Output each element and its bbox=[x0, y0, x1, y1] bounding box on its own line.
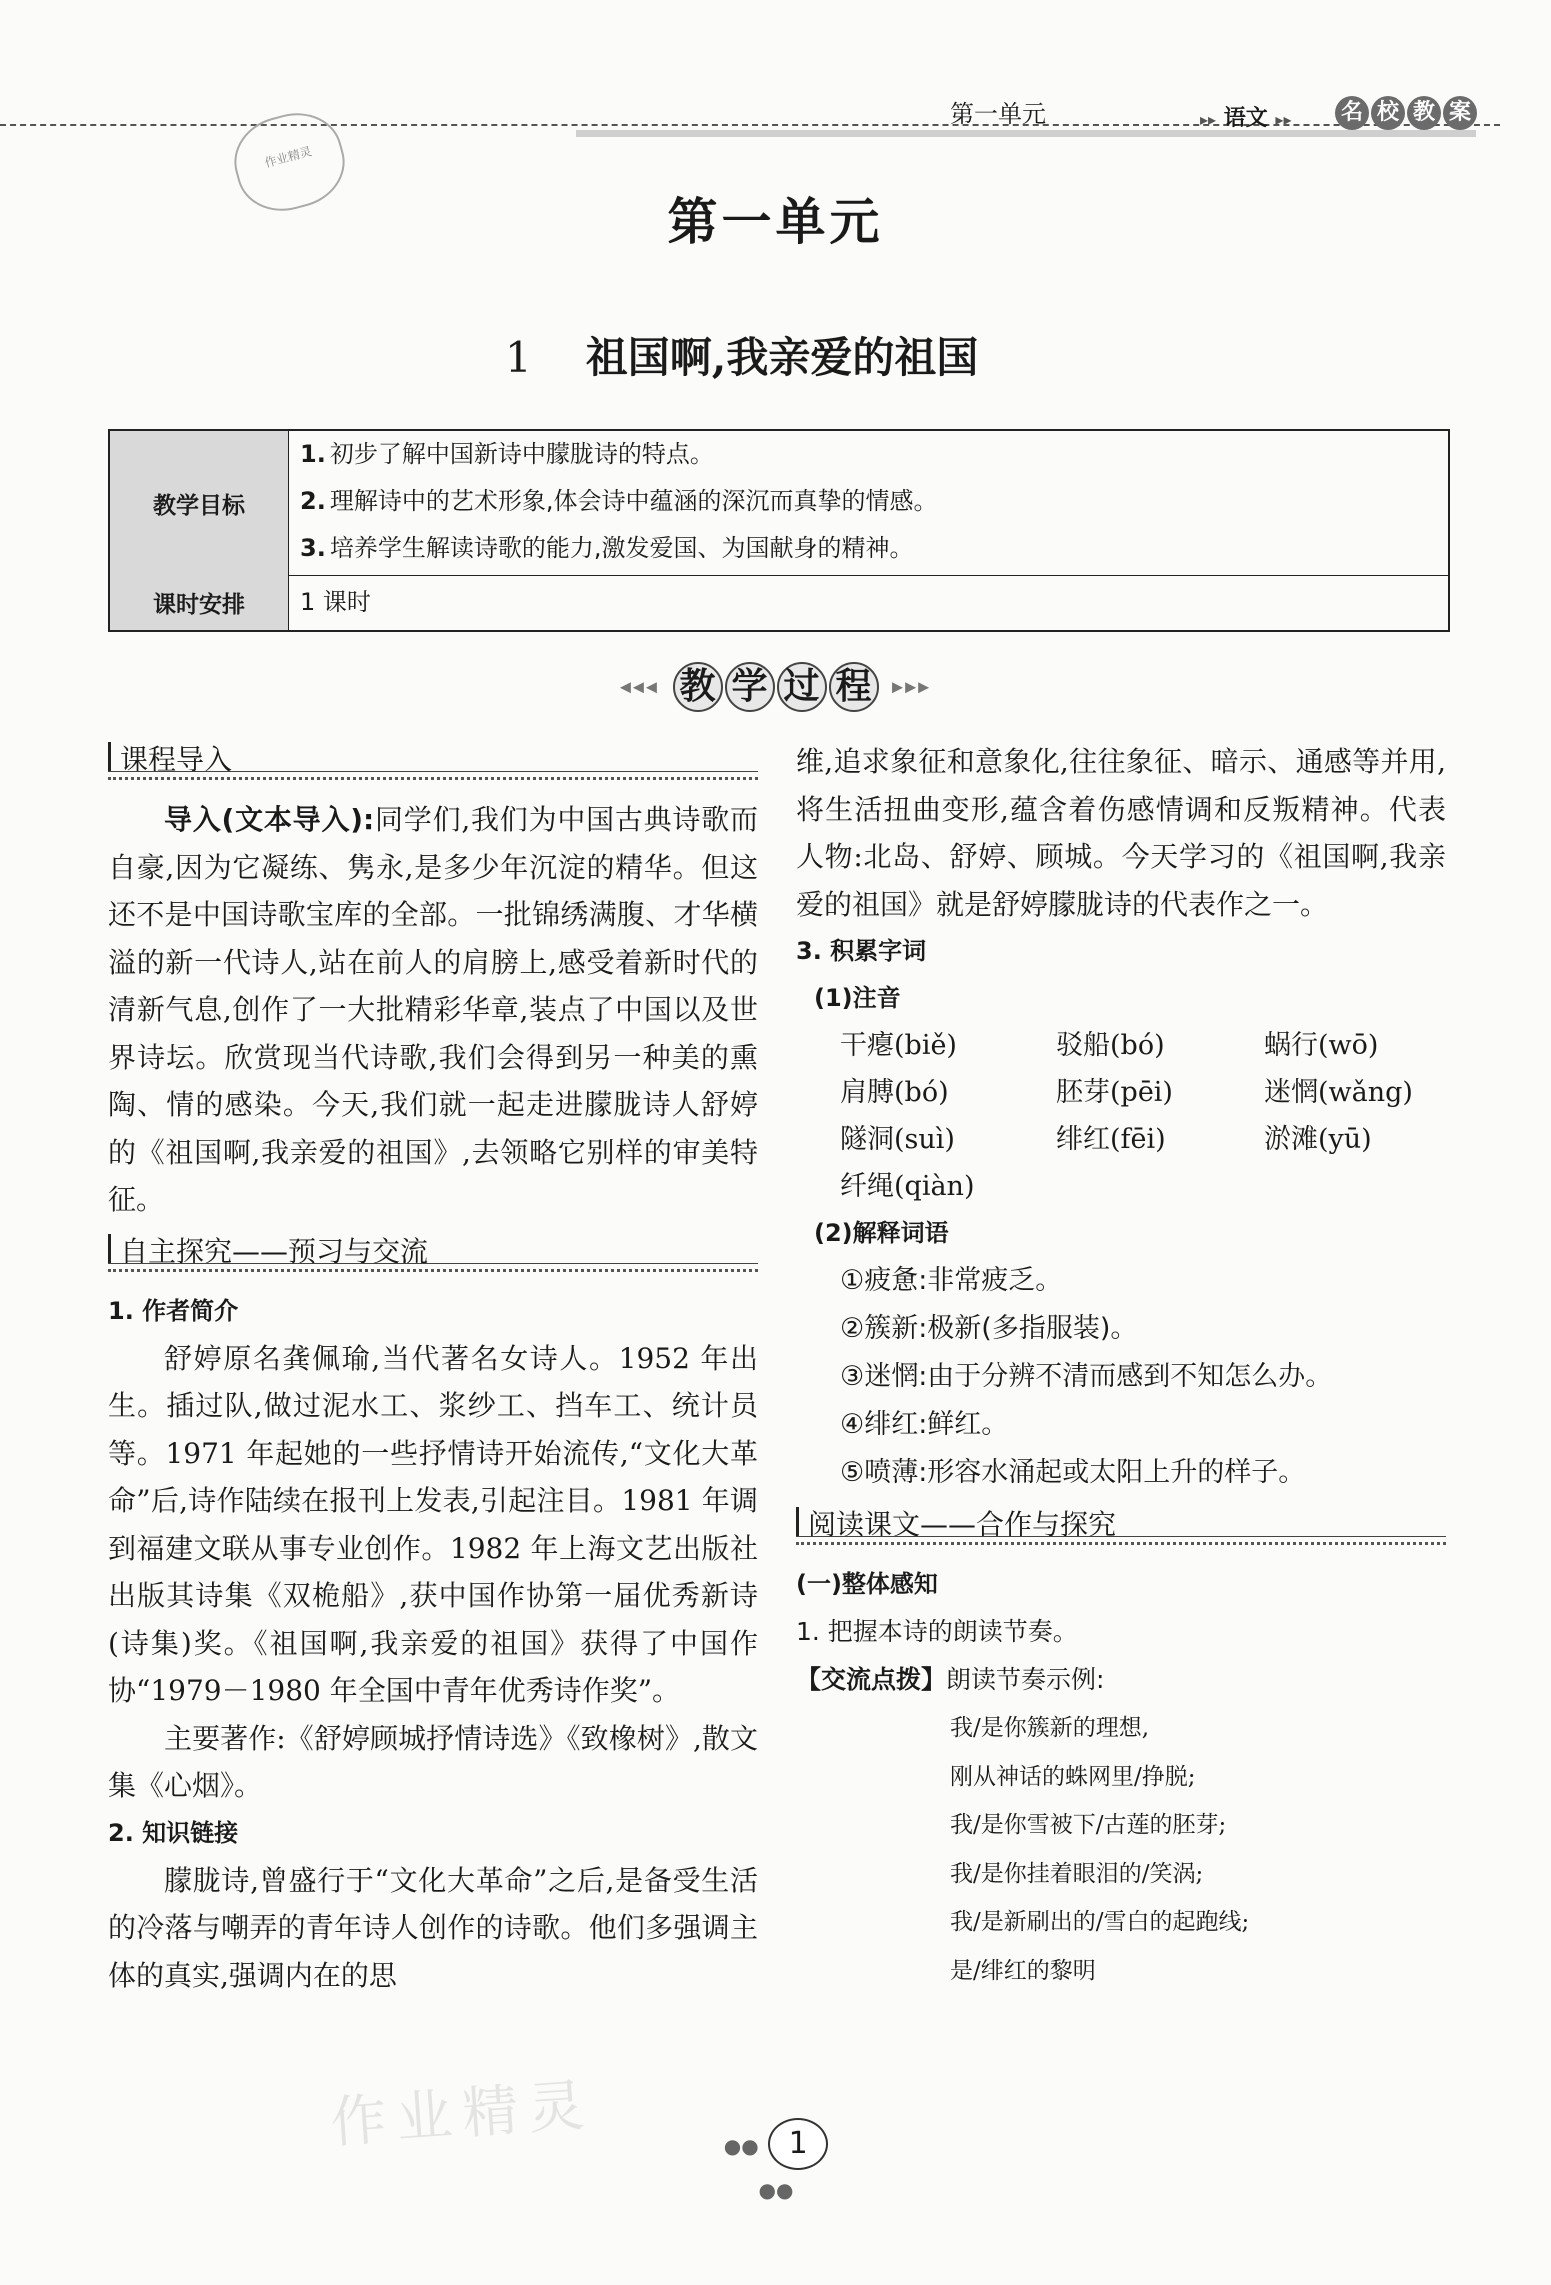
stamp-text: 作业精灵 bbox=[263, 144, 314, 171]
header-bar bbox=[576, 130, 1476, 137]
pinyin-item: 隧洞(suì) bbox=[840, 1124, 955, 1155]
definition-item: ⑤喷薄:形容水涌起或太阳上升的样子。 bbox=[840, 1457, 1306, 1488]
header-unit: 第一单元 bbox=[950, 100, 1046, 128]
banner-char: 教 bbox=[673, 662, 723, 712]
goals-row bbox=[110, 431, 1448, 576]
dot-icon: ●● bbox=[758, 2178, 794, 2202]
lesson-title bbox=[505, 325, 978, 385]
definition-item: ④绯红:鲜红。 bbox=[840, 1409, 1009, 1440]
goals-list bbox=[300, 431, 1438, 572]
dot-icon: ●● bbox=[723, 2134, 759, 2158]
arrow-icon: ▸▸ bbox=[1275, 110, 1292, 129]
goals-table bbox=[108, 429, 1450, 632]
header-subject-text: 语文 bbox=[1223, 106, 1268, 131]
left-column bbox=[108, 738, 758, 1999]
page-number bbox=[708, 2118, 844, 2205]
definition-item: ③迷惘:由于分辨不清而感到不知怎么办。 bbox=[840, 1361, 1333, 1392]
section-heading: 课程导入 bbox=[108, 738, 758, 784]
pinyin-item: 胚芽(pēi) bbox=[1056, 1077, 1173, 1108]
lesson-title-text: 祖国啊,我亲爱的祖国 bbox=[585, 333, 979, 382]
pinyin-item: 干瘪(biě) bbox=[840, 1030, 957, 1061]
unit-title: 第一单元 bbox=[667, 193, 884, 251]
arrow-icon: ▸▸ bbox=[1200, 110, 1217, 129]
goals-label: 教学目标 bbox=[110, 431, 289, 575]
pinyin-heading: (1)注音 bbox=[814, 984, 901, 1012]
pinyin-item: 绯红(fēi) bbox=[1056, 1124, 1166, 1155]
left-arrows-icon: ◂◂◂ bbox=[619, 674, 659, 700]
goal-item: 3. 培养学生解读诗歌的能力,激发爱国、为国献身的精神。 bbox=[300, 534, 914, 562]
continued-paragraph: 维,追求象征和意象化,往往象征、暗示、通感等并用,将生活扭曲变形,蕴含着伤感情调和反叛精神。代表人物:北岛、舒婷、顾城。今天学习的《祖国啊,我亲爱的祖国》就是舒婷朦胧诗的代表作之一。 bbox=[796, 745, 1446, 921]
schedule-value: 1 课时 bbox=[300, 588, 371, 616]
link-paragraph: 朦胧诗,曾盛行于“文化大革命”之后,是备受生活的冷落与嘲弄的青年诗人创作的诗歌。他们多强调主体的真实,强调内在的思 bbox=[108, 1863, 758, 1992]
tip-line: 【交流点拨】朗读节奏示例: bbox=[796, 1665, 1105, 1694]
brand-char: 校 bbox=[1371, 96, 1405, 130]
pinyin-item: 蜗行(wō) bbox=[1264, 1030, 1379, 1061]
brand-char: 名 bbox=[1335, 96, 1369, 130]
link-heading: 2. 知识链接 bbox=[108, 1818, 239, 1847]
explain-heading: (2)解释词语 bbox=[814, 1219, 949, 1247]
section-heading: 自主探究——预习与交流 bbox=[108, 1230, 758, 1276]
page-number-value: 1 bbox=[768, 2118, 828, 2170]
task-text: 1. 把握本诗的朗读节奏。 bbox=[796, 1617, 1078, 1646]
poem-line: 我/是新刷出的/雪白的起跑线; bbox=[950, 1909, 1250, 1935]
banner-char: 过 bbox=[777, 662, 827, 712]
right-column bbox=[796, 738, 1446, 1995]
brand-char: 案 bbox=[1443, 96, 1477, 130]
lesson-number: 1 bbox=[505, 333, 532, 382]
pinyin-item: 肩膊(bó) bbox=[840, 1077, 949, 1108]
brand-char: 教 bbox=[1407, 96, 1441, 130]
right-arrows-icon: ▸▸▸ bbox=[892, 674, 932, 700]
banner-char: 程 bbox=[829, 662, 879, 712]
pinyin-item: 驳船(bó) bbox=[1056, 1030, 1165, 1061]
author-paragraph: 舒婷原名龚佩瑜,当代著名女诗人。1952 年出生。插过队,做过泥水工、浆纱工、挡车工、统计员等。1971 年起她的一些抒情诗开始流传,“文化大革命”后,诗作陆续在报刊上发表,引起注目。1981 年调到福建文联从事专业创作。1982 年上海文艺出版社出版其诗集《双桅船》,获中国作协第一届优秀新诗(诗集)奖。《祖国啊,我亲爱的祖国》获得了中国作协“1979－1980 年全国中青年优秀诗作奖”。 bbox=[108, 1341, 758, 1707]
works-paragraph: 主要著作:《舒婷顾城抒情诗选》《致橡树》,散文集《心烟》。 bbox=[108, 1721, 758, 1802]
section-heading: 阅读课文——合作与探究 bbox=[796, 1503, 1446, 1549]
schedule-label: 课时安排 bbox=[110, 575, 289, 630]
definition-item: ①疲惫:非常疲乏。 bbox=[840, 1265, 1063, 1296]
header-brand bbox=[1335, 96, 1477, 130]
author-heading: 1. 作者简介 bbox=[108, 1296, 239, 1325]
banner-char: 学 bbox=[725, 662, 775, 712]
goal-item: 1. 初步了解中国新诗中朦胧诗的特点。 bbox=[300, 440, 714, 468]
pinyin-item: 纤绳(qiàn) bbox=[840, 1171, 975, 1202]
intro-paragraph: 导入(文本导入):同学们,我们为中国古典诗歌而自豪,因为它凝练、隽永,是多少年沉淀的精华。但这还不是中国诗歌宝库的全部。一批锦绣满腹、才华横溢的新一代诗人,站在前人的肩膀上,感受着新时代的清新气息,创作了一大批精彩华章,装点了中国以及世界诗坛。欣赏现当代诗歌,我们会得到另一种美的熏陶、情的感染。今天,我们就一起走进朦胧诗人舒婷的《祖国啊,我亲爱的祖国》,去领略它别样的审美特征。 bbox=[108, 803, 759, 1216]
header-subject bbox=[1200, 101, 1291, 132]
whole-heading: (一)整体感知 bbox=[796, 1570, 938, 1598]
poem-line: 我/是你雪被下/古莲的胚芽; bbox=[950, 1812, 1227, 1838]
pinyin-grid bbox=[796, 1022, 1446, 1210]
vocab-heading: 3. 积累字词 bbox=[796, 937, 927, 965]
poem-line: 我/是你挂着眼泪的/笑涡; bbox=[950, 1860, 1204, 1887]
process-banner bbox=[0, 662, 1551, 712]
pinyin-item: 迷惘(wǎng) bbox=[1264, 1077, 1413, 1108]
poem-line: 刚从神话的蛛网里/挣脱; bbox=[950, 1763, 1196, 1790]
definition-item: ②簇新:极新(多指服装)。 bbox=[840, 1313, 1138, 1344]
goal-item: 2. 理解诗中的艺术形象,体会诗中蕴涵的深沉而真挚的情感。 bbox=[300, 487, 938, 515]
pinyin-item: 淤滩(yū) bbox=[1264, 1124, 1372, 1155]
schedule-row bbox=[110, 575, 1448, 630]
poem-line: 是/绯红的黎明 bbox=[950, 1957, 1096, 1984]
watermark: 作业精灵 bbox=[328, 2072, 597, 2157]
poem-line: 我/是你簇新的理想, bbox=[950, 1715, 1150, 1741]
